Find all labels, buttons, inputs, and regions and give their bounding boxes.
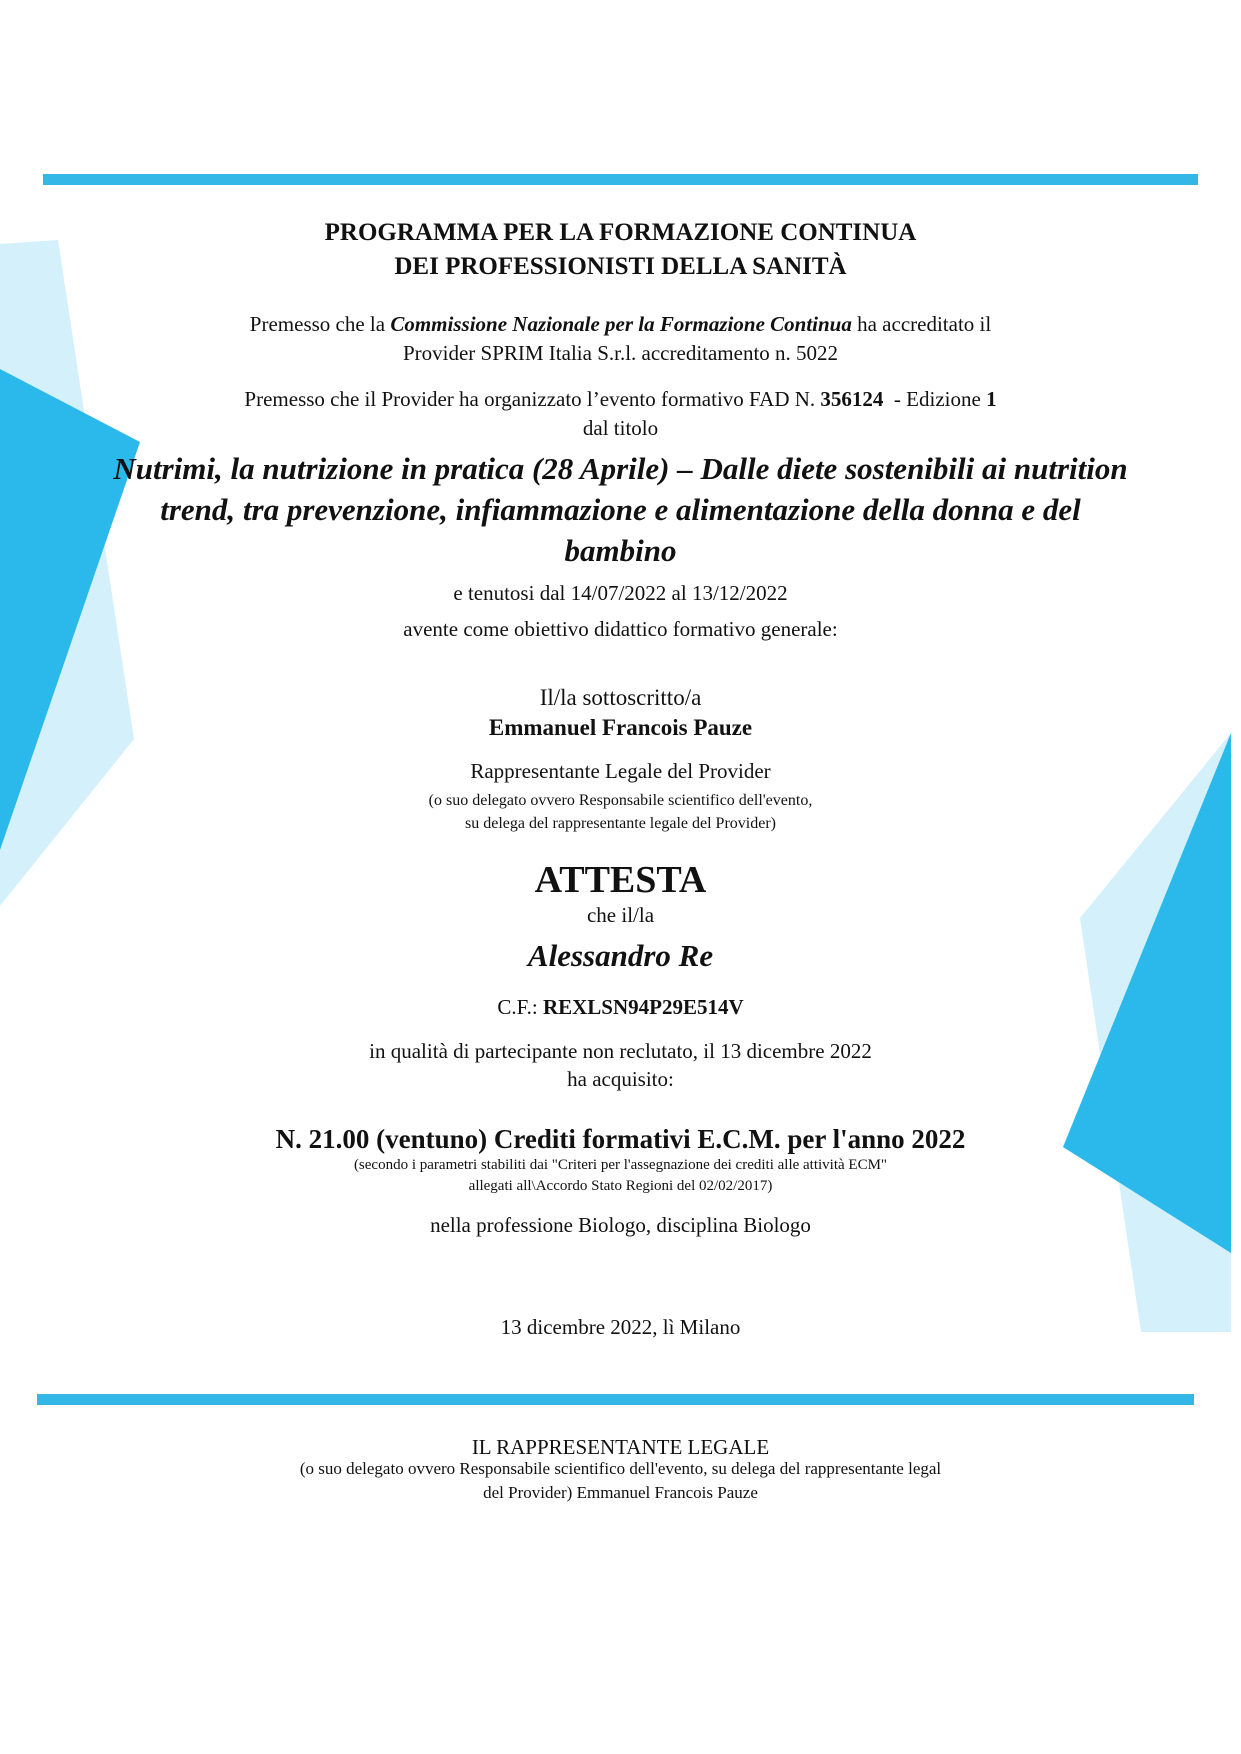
participant-name: Alessandro Re <box>527 938 714 973</box>
premise-2-prefix: Premesso che il Provider ha organizzato l’evento formativo FAD N. <box>244 387 821 411</box>
end-date: 13/12/2022 <box>691 581 788 605</box>
event-title-line-1: Nutrimi, la nutrizione in pratica (28 Aprile) – Dalle diete sostenibili ai nutrition <box>113 451 1128 486</box>
profession: nella professione Biologo, disciplina Biologo <box>430 1213 811 1237</box>
fiscal-code-value: REXLSN94P29E514V <box>542 995 744 1019</box>
signatory-role: Rappresentante Legale del Provider <box>470 759 771 783</box>
header-line-1: PROGRAMMA PER LA FORMAZIONE CONTINUA <box>324 219 917 246</box>
premise-1 <box>0 313 1241 336</box>
event-dates <box>0 582 1241 605</box>
signatory-name: Emmanuel Francois Pauze <box>488 715 753 740</box>
premise-2 <box>0 388 1241 411</box>
signatory-note-1: (o suo delegato ovvero Responsabile scientifico dell'evento, <box>428 792 813 809</box>
commission-name: Commissione Nazionale per la Formazione Continua <box>390 312 852 336</box>
event-title-line-3: bambino <box>564 533 677 568</box>
dates-middle: al <box>666 581 692 605</box>
event-title-line-2: trend, tra prevenzione, infiammazione e alimentazione della donna e del <box>160 492 1081 527</box>
premise-2-line-2: dal titolo <box>582 416 659 440</box>
event-number: 356124 <box>820 387 884 411</box>
top-divider <box>43 174 1198 185</box>
right-dark-shape <box>1063 733 1231 1253</box>
participation-line: in qualità di partecipante non reclutato, il 13 dicembre 2022 <box>369 1039 872 1063</box>
credits-note-2: allegati all\Accordo Stato Regioni del 02/02/2017) <box>468 1178 773 1194</box>
bottom-divider <box>37 1394 1194 1405</box>
attesta-heading: ATTESTA <box>534 859 707 901</box>
fiscal-code-label: C.F.: <box>497 995 543 1019</box>
place-date: 13 dicembre 2022, lì Milano <box>500 1315 741 1339</box>
objective-label: avente come obiettivo didattico formativo generale: <box>403 617 838 641</box>
credits-note-1: (secondo i parametri stabiliti dai "Criteri per l'assegnazione dei crediti alle attività ECM" <box>353 1157 888 1173</box>
edition-label: - Edizione <box>883 387 987 411</box>
header-line-2: DEI PROFESSIONISTI DELLA SANITÀ <box>394 253 847 280</box>
premise-1-line-2: Provider SPRIM Italia S.r.l. accreditamento n. 5022 <box>402 341 839 365</box>
premise-1-suffix: ha accreditato il <box>851 312 992 336</box>
edition-number: 1 <box>986 387 997 411</box>
footer-title: IL RAPPRESENTANTE LEGALE <box>471 1435 770 1459</box>
attesta-sub: che il/la <box>586 903 655 927</box>
dates-prefix: e tenutosi dal <box>453 581 571 605</box>
footer-line-2: del Provider) Emmanuel Francois Pauze <box>483 1483 758 1502</box>
footer-line-1: (o suo delegato ovvero Responsabile scientifico dell'evento, su delega del rappresentante legal <box>299 1459 942 1478</box>
fiscal-code <box>0 996 1241 1019</box>
acquired-label: ha acquisito: <box>567 1067 674 1091</box>
start-date: 14/07/2022 <box>570 581 667 605</box>
signatory-label: Il/la sottoscritto/a <box>539 685 702 710</box>
premise-1-prefix: Premesso che la <box>249 312 391 336</box>
credits-main: N. 21.00 (ventuno) Crediti formativi E.C.M. per l'anno 2022 <box>275 1124 966 1154</box>
signatory-note-2: su delega del rappresentante legale del Provider) <box>465 815 776 832</box>
